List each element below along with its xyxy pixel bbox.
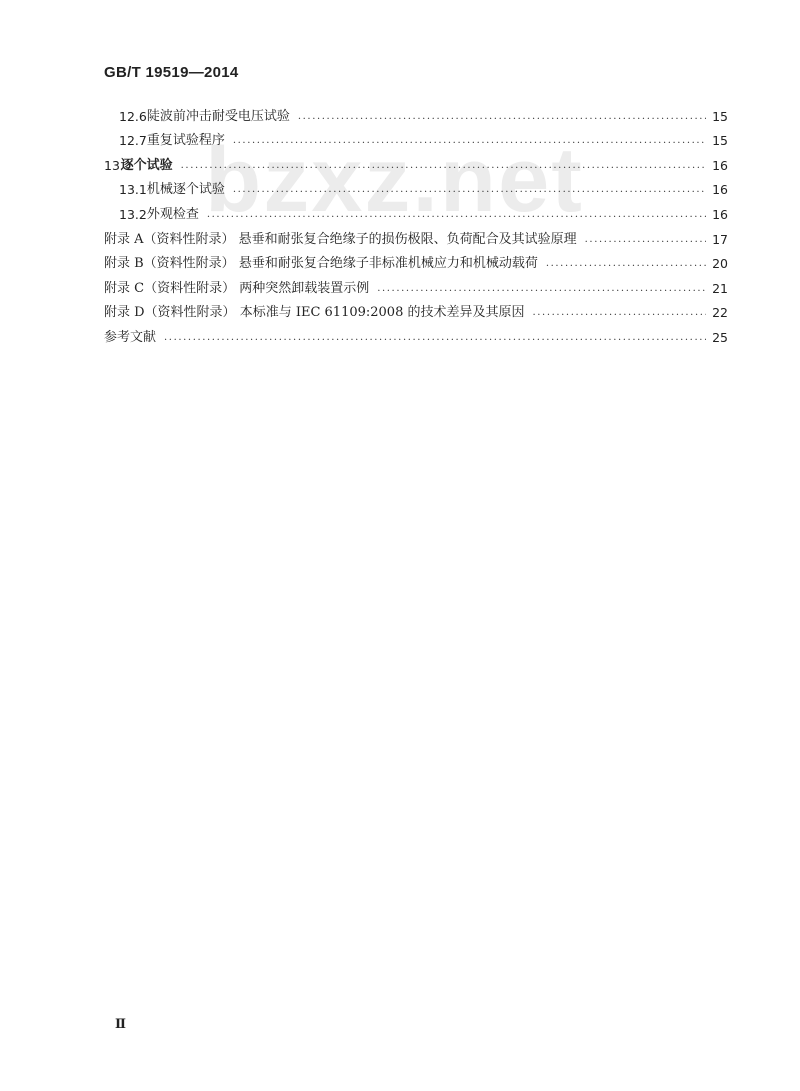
toc-entry-appendix[interactable] [104, 297, 728, 322]
toc-leader-dots [532, 305, 706, 321]
toc-entry-appendix[interactable] [104, 223, 728, 248]
table-of-contents [104, 100, 728, 346]
toc-entry[interactable] [104, 125, 728, 150]
toc-entry-number: 12.6 [119, 108, 147, 124]
toc-entry[interactable] [104, 149, 728, 174]
toc-entry-page: 16 [712, 157, 728, 173]
toc-entry-number: 13 [104, 157, 120, 173]
toc-entry-title: 附录 B（资料性附录） 悬垂和耐张复合绝缘子非标准机械应力和机械动载荷 [104, 256, 538, 272]
toc-entry-references[interactable] [104, 321, 728, 346]
toc-entry-page: 15 [712, 133, 728, 149]
toc-entry-number: 13.1 [119, 182, 147, 198]
toc-leader-dots [233, 182, 706, 198]
toc-entry[interactable] [104, 174, 728, 199]
toc-leader-dots [164, 330, 706, 346]
toc-entry-title: 逐个试验 [120, 157, 173, 173]
toc-entry[interactable] [104, 198, 728, 223]
toc-entry-page: 16 [712, 182, 728, 198]
toc-entry[interactable] [104, 100, 728, 125]
toc-entry-page: 21 [712, 280, 728, 296]
toc-entry-page: 15 [712, 108, 728, 124]
standard-code-header: GB/T 19519—2014 [104, 64, 239, 81]
page-number-footer: Ⅱ [115, 1016, 126, 1031]
toc-leader-dots [181, 158, 706, 174]
toc-entry-title: 重复试验程序 [146, 133, 225, 149]
toc-leader-dots [377, 281, 706, 297]
toc-entry-title: 陡波前冲击耐受电压试验 [146, 108, 290, 124]
toc-entry-appendix[interactable] [104, 248, 728, 273]
toc-leader-dots [546, 256, 706, 272]
watermark: bzxz.net [205, 129, 584, 231]
toc-leader-dots [298, 109, 706, 125]
toc-entry-title: 附录 C（资料性附录） 两种突然卸载装置示例 [104, 280, 370, 296]
toc-entry-page: 20 [712, 256, 728, 272]
toc-leader-dots [207, 207, 706, 223]
toc-entry-title: 附录 D（资料性附录） 本标准与 IEC 61109:2008 的技术差异及其原因 [104, 305, 525, 321]
toc-entry-title: 机械逐个试验 [146, 182, 225, 198]
toc-entry-page: 25 [712, 329, 728, 345]
toc-entry-page: 22 [712, 305, 728, 321]
toc-entry-title: 外观检查 [146, 206, 199, 222]
toc-entry-number: 13.2 [119, 206, 147, 222]
toc-entry-page: 17 [712, 231, 728, 247]
toc-leader-dots [233, 133, 706, 149]
toc-leader-dots [585, 232, 706, 248]
toc-entry-appendix[interactable] [104, 272, 728, 297]
toc-entry-page: 16 [712, 206, 728, 222]
toc-entry-number: 12.7 [119, 133, 147, 149]
toc-entry-title: 参考文献 [104, 329, 157, 345]
toc-entry-title: 附录 A（资料性附录） 悬垂和耐张复合绝缘子的损伤极限、负荷配合及其试验原理 [104, 231, 577, 247]
